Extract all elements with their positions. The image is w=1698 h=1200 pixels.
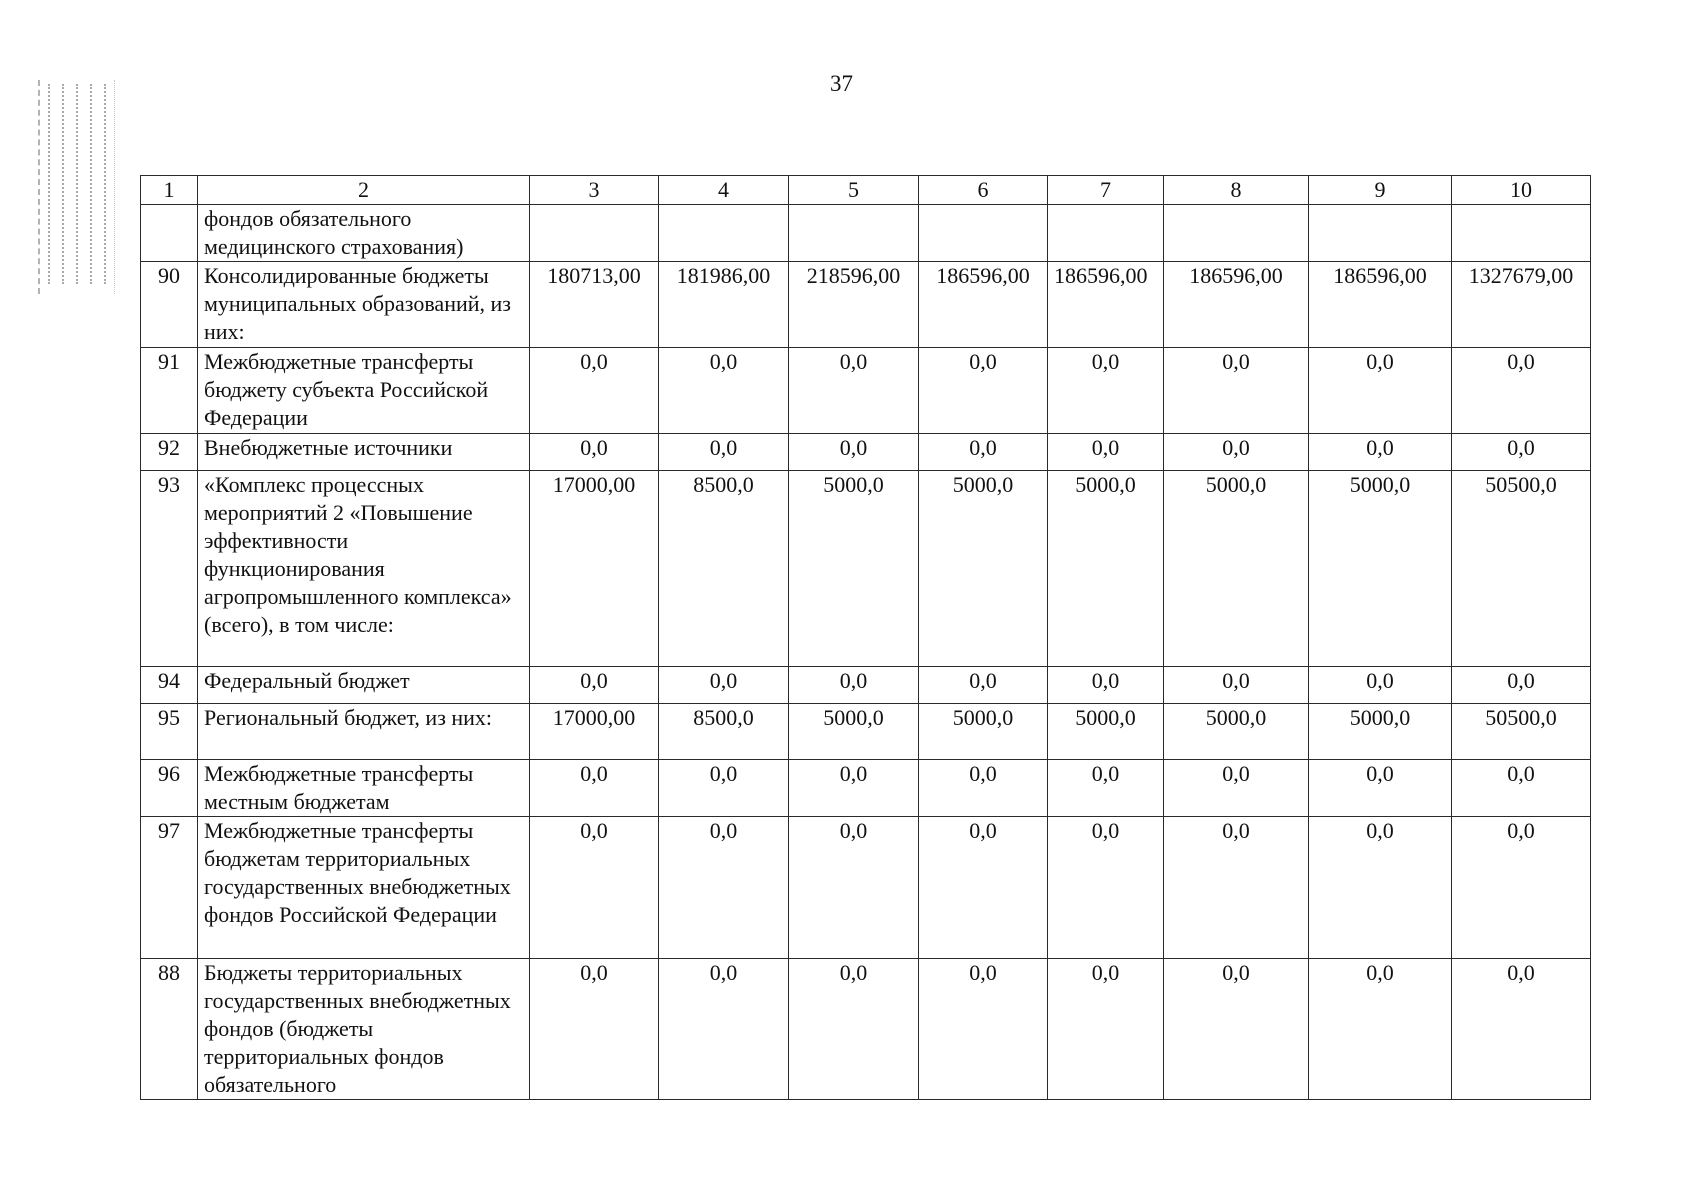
value-cell: 0,0: [919, 348, 1048, 434]
row-number: [141, 205, 198, 262]
value-cell: 186596,00: [1048, 262, 1164, 348]
value-cell: 0,0: [1164, 959, 1309, 1100]
column-header: 3: [530, 176, 659, 205]
table-row: [141, 434, 1591, 471]
value-cell: 0,0: [1452, 348, 1591, 434]
page-number: 37: [830, 71, 853, 96]
table-row: [141, 667, 1591, 704]
value-cell: 0,0: [789, 434, 919, 471]
column-header: 6: [919, 176, 1048, 205]
value-cell: 0,0: [1048, 348, 1164, 434]
value-cell: 0,0: [530, 348, 659, 434]
value-cell: 0,0: [530, 434, 659, 471]
value-cell: 0,0: [1048, 667, 1164, 704]
row-number: 93: [141, 471, 198, 667]
value-cell: 0,0: [1309, 348, 1452, 434]
value-cell: 5000,0: [1309, 704, 1452, 760]
table-row: [141, 760, 1591, 817]
header-row: [141, 176, 1591, 205]
column-header: 2: [198, 176, 530, 205]
value-cell: 180713,00: [530, 262, 659, 348]
value-cell: 0,0: [919, 959, 1048, 1100]
row-description: фондов обязательного медицинского страхования): [198, 205, 530, 262]
value-cell: 0,0: [1048, 817, 1164, 959]
value-cell: 0,0: [919, 817, 1048, 959]
value-cell: 5000,0: [1048, 471, 1164, 667]
column-header: 4: [659, 176, 789, 205]
value-cell: 5000,0: [1164, 704, 1309, 760]
row-description: Внебюджетные источники: [198, 434, 530, 471]
value-cell: 5000,0: [919, 704, 1048, 760]
column-header: 7: [1048, 176, 1164, 205]
value-cell: 17000,00: [530, 704, 659, 760]
value-cell: [1048, 205, 1164, 262]
value-cell: [530, 205, 659, 262]
value-cell: 0,0: [659, 348, 789, 434]
value-cell: 0,0: [789, 348, 919, 434]
value-cell: 0,0: [789, 817, 919, 959]
column-header: 8: [1164, 176, 1309, 205]
row-number: 97: [141, 817, 198, 959]
table-row: [141, 348, 1591, 434]
value-cell: 0,0: [1452, 667, 1591, 704]
value-cell: 0,0: [1309, 817, 1452, 959]
value-cell: 0,0: [659, 434, 789, 471]
value-cell: 0,0: [659, 817, 789, 959]
column-header: 10: [1452, 176, 1591, 205]
column-header: 1: [141, 176, 198, 205]
value-cell: [919, 205, 1048, 262]
row-description: Региональный бюджет, из них:: [198, 704, 530, 760]
value-cell: 0,0: [919, 760, 1048, 817]
value-cell: 0,0: [1048, 434, 1164, 471]
table-row: [141, 205, 1591, 262]
value-cell: 0,0: [1309, 760, 1452, 817]
value-cell: [789, 205, 919, 262]
row-description: Межбюджетные трансферты местным бюджетам: [198, 760, 530, 817]
table-row: [141, 704, 1591, 760]
column-header: 9: [1309, 176, 1452, 205]
value-cell: 0,0: [789, 959, 919, 1100]
value-cell: 186596,00: [1164, 262, 1309, 348]
value-cell: 8500,0: [659, 704, 789, 760]
value-cell: 0,0: [1452, 959, 1591, 1100]
value-cell: 0,0: [1309, 667, 1452, 704]
value-cell: 0,0: [1164, 434, 1309, 471]
value-cell: 5000,0: [1048, 704, 1164, 760]
value-cell: 0,0: [1164, 817, 1309, 959]
value-cell: 0,0: [789, 667, 919, 704]
value-cell: 5000,0: [1164, 471, 1309, 667]
value-cell: [659, 205, 789, 262]
value-cell: 50500,0: [1452, 471, 1591, 667]
value-cell: 5000,0: [1309, 471, 1452, 667]
value-cell: 0,0: [530, 667, 659, 704]
value-cell: 0,0: [1452, 434, 1591, 471]
row-description: «Комплекс процессных мероприятий 2 «Повышение эффективности функционирования агропромышленного комплекса» (всего), в том числе:: [198, 471, 530, 667]
value-cell: 0,0: [1309, 959, 1452, 1100]
row-description: Межбюджетные трансферты бюджетам территориальных государственных внебюджетных фондов Российской Федерации: [198, 817, 530, 959]
value-cell: 0,0: [530, 817, 659, 959]
value-cell: 0,0: [1164, 348, 1309, 434]
value-cell: 0,0: [1452, 817, 1591, 959]
value-cell: 0,0: [1309, 434, 1452, 471]
value-cell: 186596,00: [919, 262, 1048, 348]
value-cell: 186596,00: [1309, 262, 1452, 348]
value-cell: 50500,0: [1452, 704, 1591, 760]
column-header: 5: [789, 176, 919, 205]
value-cell: 0,0: [1048, 959, 1164, 1100]
value-cell: 0,0: [919, 667, 1048, 704]
table-row: [141, 817, 1591, 959]
row-number: 91: [141, 348, 198, 434]
value-cell: 0,0: [1164, 667, 1309, 704]
value-cell: [1452, 205, 1591, 262]
value-cell: 5000,0: [789, 704, 919, 760]
row-number: 94: [141, 667, 198, 704]
value-cell: 8500,0: [659, 471, 789, 667]
value-cell: [1309, 205, 1452, 262]
value-cell: 0,0: [1048, 760, 1164, 817]
value-cell: 0,0: [919, 434, 1048, 471]
value-cell: 5000,0: [919, 471, 1048, 667]
row-number: 90: [141, 262, 198, 348]
row-number: 96: [141, 760, 198, 817]
value-cell: 17000,00: [530, 471, 659, 667]
table-row: [141, 959, 1591, 1100]
row-description: Федеральный бюджет: [198, 667, 530, 704]
value-cell: 0,0: [659, 667, 789, 704]
value-cell: 0,0: [530, 760, 659, 817]
value-cell: 0,0: [1164, 760, 1309, 817]
value-cell: 0,0: [659, 760, 789, 817]
value-cell: 5000,0: [789, 471, 919, 667]
value-cell: [1164, 205, 1309, 262]
value-cell: 0,0: [1452, 760, 1591, 817]
value-cell: 0,0: [659, 959, 789, 1100]
row-description: Бюджеты территориальных государственных внебюджетных фондов (бюджеты территориальных фондов обязательного: [198, 959, 530, 1100]
row-description: Межбюджетные трансферты бюджету субъекта Российской Федерации: [198, 348, 530, 434]
row-description: Консолидированные бюджеты муниципальных образований, из них:: [198, 262, 530, 348]
row-number: 92: [141, 434, 198, 471]
table-row: [141, 471, 1591, 667]
value-cell: 0,0: [789, 760, 919, 817]
row-number: 88: [141, 959, 198, 1100]
row-number: 95: [141, 704, 198, 760]
budget-table: [140, 175, 1591, 1100]
value-cell: 0,0: [530, 959, 659, 1100]
margin-stamp: [38, 80, 115, 294]
value-cell: 1327679,00: [1452, 262, 1591, 348]
table-row: [141, 262, 1591, 348]
value-cell: 218596,00: [789, 262, 919, 348]
value-cell: 181986,00: [659, 262, 789, 348]
